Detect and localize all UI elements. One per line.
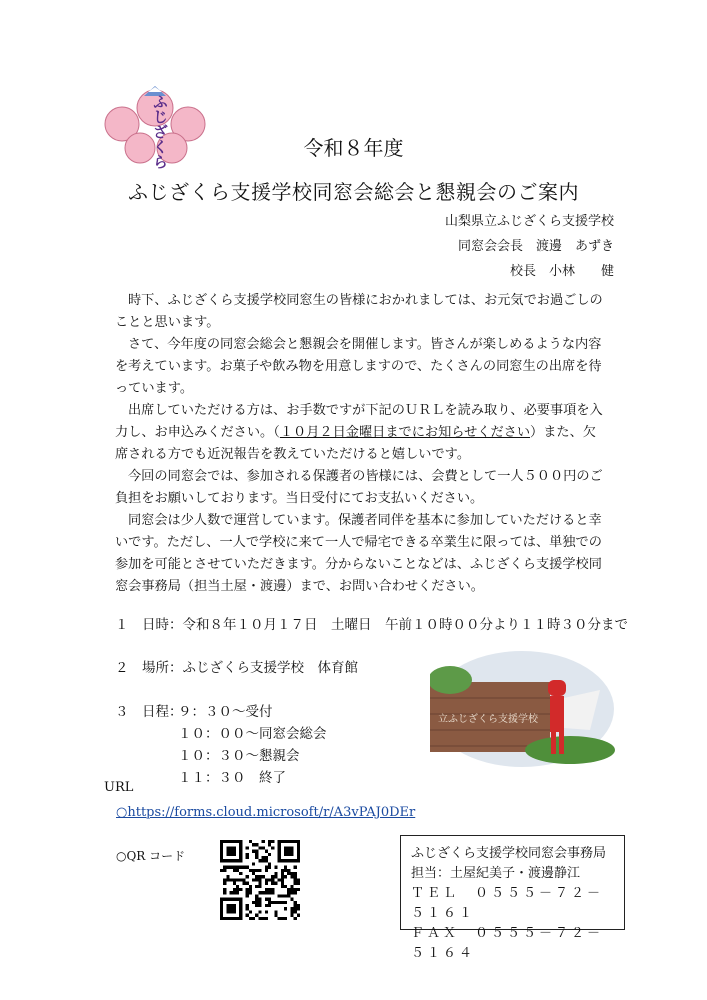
detail-datetime: １ 日時：令和８年１０月１７日 土曜日 午前１０時００分より１１時３０分まで [115, 617, 628, 633]
era-year: 令和８年度 [303, 136, 404, 160]
paragraph-event: さて、今年度の同窓会総会と懇親会を開催します。皆さんが楽しめるような内容を考えています。お菓子や飲み物を用意しますので、たくさんの同窓生の出席を待っています。 [115, 337, 602, 396]
page-title: ふじざくら支援学校同窓会総会と懇親会のご案内 [128, 180, 579, 204]
sender-principal: 校長 小林 健 [509, 264, 614, 279]
paragraph-greeting: 時下、ふじざくら支援学校同窓生の皆様におかれましては、お元気でお過ごしのことと思います。 [115, 293, 603, 330]
logo-text: ふじざくら [151, 94, 169, 169]
contact-fax: ＦＡＸ ０５５５－７２－５１６４ [411, 926, 604, 961]
letter-body [115, 290, 607, 598]
url-label: URL [104, 780, 134, 795]
rsvp-text-2: ）また、欠席される方でも近況報告を教えていただけると嬉しいです。 [115, 425, 596, 462]
paragraph-rsvp [115, 400, 607, 466]
paragraph-guardian: 同窓会は少人数で運営しています。保護者同伴を基本に参加していただけると幸いです。ただし、一人で学校に来て一人で帰宅できる卒業生に限っては、単独での参加を可能とさせていただきます。分からないことなどは、ふじざくら支援学校同窓会事務局（担当土屋・渡邊）まで、お問い合わせください。 [115, 513, 602, 594]
qr-label: ○QR コード [116, 849, 186, 863]
form-link[interactable]: ○https://forms.cloud.microsoft/r/A3vPAJ0DEr [116, 805, 416, 820]
detail-schedule-label: ３ 日程： [115, 704, 183, 720]
photo-sign: 立ふじざくら支援学校 [438, 714, 538, 725]
contact-tel: ＴＥＬ ０５５５－７２－５１６１ [411, 886, 604, 921]
contact-office: ふじざくら支援学校同窓会事務局 [411, 846, 607, 861]
rsvp-deadline: １０月２日金曜日までにお知らせください [279, 425, 531, 440]
sender-school: 山梨県立ふじざくら支援学校 [444, 214, 614, 229]
schedule-item: １１：３０ 終了 [178, 770, 286, 786]
paragraph-fee: 今回の同窓会では、参加される保護者の皆様には、会費として一人５００円のご負担をお願いしております。当日受付にてお支払いください。 [115, 469, 603, 506]
sender-chair: 同窓会会長 渡邊 あずき [457, 239, 614, 254]
qr-code-icon [220, 840, 300, 920]
school-gate-photo [430, 650, 615, 768]
detail-place: ２ 場所：ふじざくら支援学校 体育館 [115, 660, 358, 676]
schedule-item: １０：００～同窓会総会 [178, 726, 327, 742]
schedule-item: １０：３０～懇親会 [178, 748, 300, 764]
contact-person: 担当：土屋紀美子・渡邊静江 [411, 866, 581, 881]
schedule-item: ９：３０～受付 [178, 704, 273, 720]
contact-box [400, 835, 625, 961]
rsvp-text-1: 出席していただける方は、お手数ですが下記のＵＲＬを読み取り、必要事項を入力し、お申込みください。（ [115, 403, 603, 440]
